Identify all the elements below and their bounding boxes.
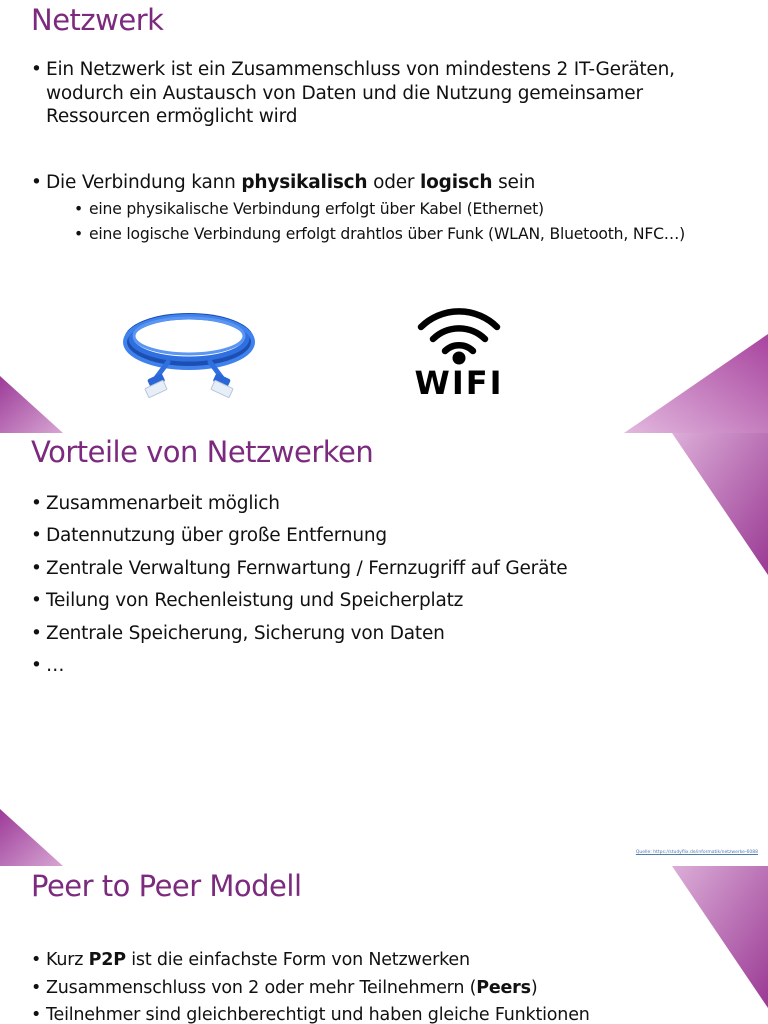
slide-netzwerk: [0, 0, 768, 433]
wifi-icon: [410, 300, 508, 406]
bullet-list: [31, 947, 590, 1024]
list-item: • Zusammenschluss von 2 oder mehr Teilnehmern (Peers): [31, 975, 590, 1003]
sub-list-item: • eine physikalische Verbindung erfolgt über Kabel (Ethernet): [74, 197, 685, 222]
bullet-list: [31, 58, 685, 247]
list-item: • Teilnehmer sind gleichberechtigt und haben gleiche Funktionen: [31, 1002, 590, 1024]
list-item: • Kurz P2P ist die einfachste Form von Netzwerken: [31, 947, 590, 975]
sub-bullet-list: [46, 197, 685, 247]
decorative-triangle-left: [0, 809, 64, 866]
slide-title: Netzwerk: [31, 3, 164, 37]
wifi-label: WIFI: [414, 364, 504, 402]
list-item: • Zusammenarbeit möglich: [31, 488, 567, 520]
bullet-list: [31, 488, 567, 682]
ethernet-cable-image: [118, 300, 260, 404]
slide-peer-to-peer: [0, 866, 768, 1024]
slide-title: Vorteile von Netzwerken: [31, 435, 374, 469]
sub-list-item: • eine logische Verbindung erfolgt drahtlos über Funk (WLAN, Bluetooth, NFC…): [74, 222, 685, 247]
list-item: • Datennutzung über große Entfernung: [31, 520, 567, 552]
slide-title: Peer to Peer Modell: [31, 869, 302, 903]
decorative-triangle-right: [672, 866, 768, 1008]
list-item: • Die Verbindung kann physikalisch oder logisch sein • eine physikalische Verbindung erfolgt über Kabel (Ethernet) • eine logische Verbindung erfolgt drahtlos über Funk (WLAN, Bluetooth, NFC…): [31, 171, 685, 248]
list-item: • Zentrale Speicherung, Sicherung von Daten: [31, 618, 567, 650]
decorative-triangle-right: [672, 433, 768, 575]
list-item: • …: [31, 650, 567, 682]
slide-vorteile: [0, 433, 768, 866]
decorative-triangle-left: [0, 376, 64, 433]
source-link[interactable]: Quelle: https://studyflix.de/informatik/netzwerke-6088: [635, 850, 758, 855]
list-item: • Teilung von Rechenleistung und Speicherplatz: [31, 585, 567, 617]
list-item: • Ein Netzwerk ist ein Zusammenschluss von mindestens 2 IT-Geräten, wodurch ein Austausch von Daten und die Nutzung gemeinsamer Ressourcen ermöglicht wird: [31, 58, 685, 129]
decorative-triangle-right: [624, 334, 768, 433]
list-item: • Zentrale Verwaltung Fernwartung / Fernzugriff auf Geräte: [31, 553, 567, 585]
